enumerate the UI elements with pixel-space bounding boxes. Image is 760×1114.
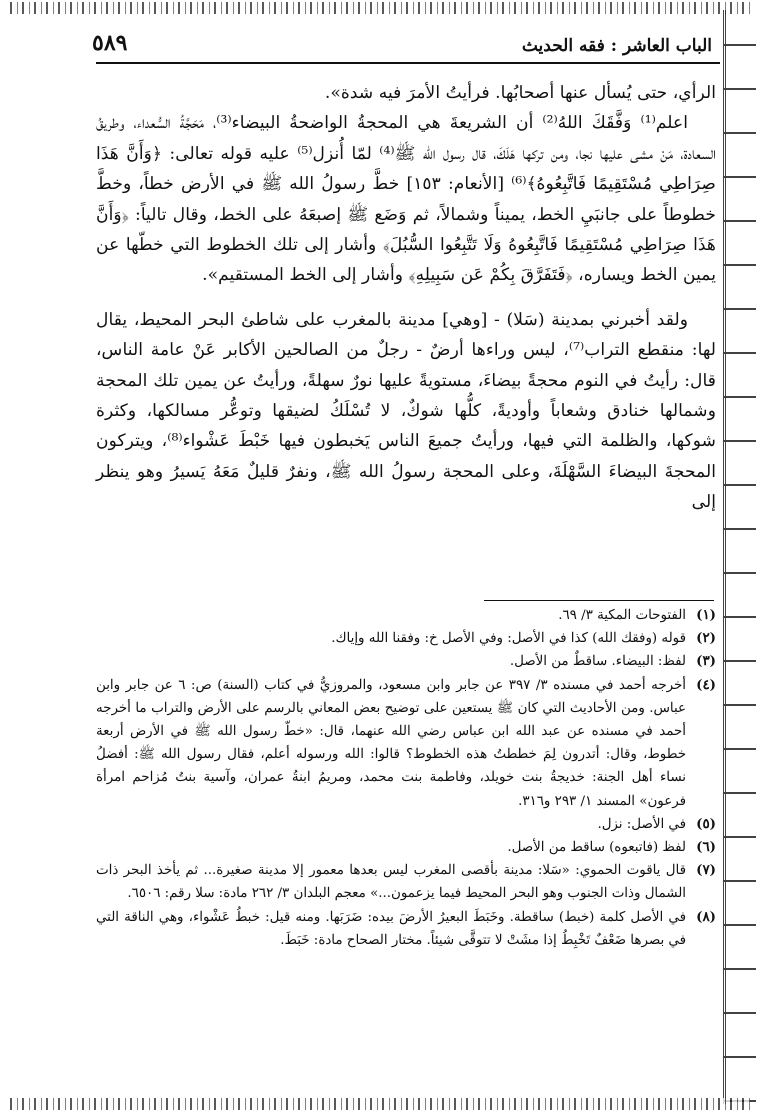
footnote-text: أخرجه أحمد في مسنده ٣/ ٣٩٧ عن جابر وابن مسعود، والمروزيُّ في كتاب (السنة) ص: ٦ عن جابر وابن عباس. ومن الأحاديث التي كان ﷺ يستعين على توضيح بعض المعاني بالرسم على الأرض والتراب ما أخرجه أحمد في مسنده عن عبد الله ابن عباس رضي الله عنهما، قال: «خطّ رسول الله ﷺ في الأرض أربعة خطوط، وقال: أتدرون لِمَ خططتُ هذه الخطوط؟ قالوا: الله ورسوله أعلم، فقال رسول الله ﷺ: أفضلُ نساء أهل الجنة: خديجةُ بنت خويلد، وفاطمة بنت محمد، ومريمُ ابنةُ عمران، وآسية بنتُ مُزاحم امرأة فرعون» المسند ١/ ٢٩٣ و٣١٦. <box>96 677 686 809</box>
footnote-text: لفظ (فاتبعوه) ساقط من الأصل. <box>507 840 686 856</box>
running-title: الباب العاشر : فقه الحديث <box>521 36 712 56</box>
decorative-border-bottom <box>10 1098 750 1110</box>
footnote-number: (١) <box>696 607 716 623</box>
footnote <box>96 859 716 905</box>
footnote-text: الفتوحات المكية ٣/ ٦٩. <box>558 608 686 623</box>
footnote-text: في الأصل كلمة (خبط) ساقطة. وخَبَطَ البعيرُ الأرضَ بيده: ضَرَبَها. ومنه قيل: خبطُ عَشْواء، وهي الناقة التي في بصرها ضَعْفٌ تَخْبِطُ إذا مشَتْ لا تتوقَّى شيئاً. مختار الصحاح مادة: خَبَطَ. <box>96 909 686 948</box>
footnote-separator <box>484 600 714 601</box>
footnote <box>96 627 716 650</box>
paragraph-continuation: الرأي، حتى يُسأل عنها أصحابُها. فرأيتُ الأمرَ فيه شدة». <box>324 83 716 103</box>
footnote-number: (٨) <box>696 908 716 925</box>
footnotes <box>96 604 716 952</box>
footnote-text: قوله (وفقك الله) كذا في الأصل: وفي الأصل خ: وفقنا الله وإياك. <box>331 631 686 647</box>
footnote-number: (٥) <box>696 815 716 832</box>
footnote <box>96 813 716 836</box>
footnote <box>96 650 716 673</box>
main-text <box>96 78 716 518</box>
footnote-text: قال ياقوت الحموي: «سَلا: مدينة بأقصى المغرب ليس بعدها معمور إلا مدينة صغيرة... ثم يأخذ البحر ذات الشمال وذات الجنوب وهو البحر المحيط فيما يزعمون...» معجم البلدان ٣/ ٢٦٢ مادة: سلا رقم: ٦٥٠٦. <box>96 863 686 902</box>
footnote-number: (٤) <box>696 676 716 693</box>
decorative-border-right <box>723 10 756 1104</box>
page-number: ٥٨٩ <box>92 30 128 56</box>
footnote-number: (٦) <box>696 839 716 856</box>
footnote-text: لفظ: البيضاء. ساقطٌ من الأصل. <box>509 654 686 670</box>
footnote-number: (٣) <box>696 653 716 670</box>
page-header <box>92 26 720 64</box>
footnote-number: (٧) <box>696 862 716 879</box>
footnote <box>96 906 716 952</box>
footnote <box>96 836 716 859</box>
paragraph: اعلم⁽¹⁾ وَفَّقَكَ اللهُ⁽²⁾ أن الشريعةَ هي المحجةُ الواضحةُ البيضاء⁽³⁾، مَحَجَّةُ السُّعداء، وطريقُ السعادة، مَنْ مشى عليها نجا، ومن تركها هَلَكَ، قال رسول الله ﷺ⁽⁴⁾ لمّا أُنزل⁽⁵⁾ عليه قوله تعالى: ﴿وَأَنَّ هَذَا صِرَاطِي مُسْتَقِيمًا فَاتَّبِعُوهُ﴾⁽⁶⁾ [الأنعام: ١٥٣] خطَّ رسولُ الله ﷺ في الأرض خطاً، وخطَّ خطوطاً على جانبَيِ الخط، يميناً وشمالاً، ثم وَضَع ﷺ إصبعَهُ على الخط، وقال تالياً: ﴿وَأَنَّ هَذَا صِرَاطِي مُسْتَقِيمًا فَاتَّبِعُوهُ وَلَا تَتَّبِعُوا السُّبُلَ﴾ وأشار إلى تلك الخطوط التي خطّها عن يمين الخط ويساره، ﴿فَتَفَرَّقَ بِكُمْ عَن سَبِيلِهِ﴾ وأشار إلى الخط المستقيم». <box>96 113 716 286</box>
paragraph: ولقد أخبرني بمدينة (سَلا) - [وهي] مدينة بالمغرب على شاطئ البحر المحيط، يقال لها: منقطع التراب⁽⁷⁾، ليس وراءها أرضٌ - رجلٌ من الصالحين الأكابر عَنْ عامة الناس، قال: رأيتُ في النوم محجةً بيضاءَ، مستويةً عليها نورٌ سهلةً، ورأيتُ عن يمين تلك المحجة وشمالها خنادق وشعاباً وأوديةً، كلُّها شوكٌ، لا تُسْلَكُ لضيقها وتوعُّر مسالكها، وكثرة شوكها، والظلمة التي فيها، ورأيتُ جميعَ الناس يَخبطون فيها خَبْطَ عَشْواء⁽⁸⁾، ويتركون المحجةَ البيضاءَ السَّهْلَةَ، وعلى المحجة رسولُ الله ﷺ، ونفرٌ قليلٌ مَعَهُ يَسيرُ وهو ينظر إلى <box>96 309 717 513</box>
footnote <box>96 674 716 813</box>
footnote-text: في الأصل: نزل. <box>597 816 686 832</box>
footnote-number: (٢) <box>696 630 716 647</box>
footnote <box>96 604 716 627</box>
decorative-border-top <box>10 2 750 14</box>
